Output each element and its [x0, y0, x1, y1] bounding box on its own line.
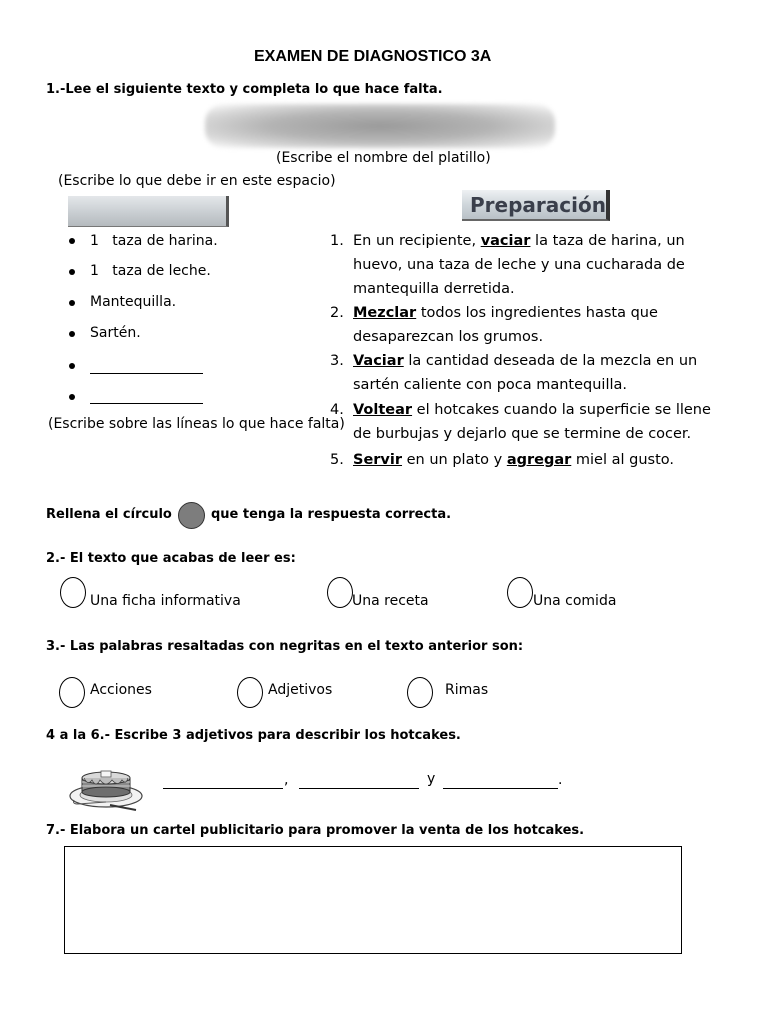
filled-circle-icon [178, 502, 205, 529]
ingredient-text: taza de harina. [112, 233, 218, 249]
bullet-icon [69, 331, 75, 337]
option-label: Rimas [445, 682, 489, 698]
adjective-blank-2[interactable] [299, 774, 419, 793]
ingredient-text: Mantequilla. [90, 294, 177, 310]
keyword-vaciar-2: Vaciar [353, 353, 404, 369]
space-note: (Escribe lo que debe ir en este espacio) [58, 173, 336, 189]
step-2-line-1: Mezclar todos los ingredientes hasta que [353, 305, 658, 321]
radio-option-acciones[interactable] [59, 677, 85, 708]
ingredient-text: taza de leche. [112, 263, 211, 279]
keyword-mezclar: Mezclar [353, 305, 417, 321]
option-label: Una ficha informativa [90, 593, 241, 609]
question-3-prompt: 3.- Las palabras resaltadas con negritas en el texto anterior son: [46, 639, 524, 654]
instruction-after: que tenga la respuesta correcta. [211, 507, 452, 522]
keyword-voltear: Voltear [353, 402, 413, 418]
option-label: Adjetivos [268, 682, 333, 698]
blurred-dish-name-field[interactable] [205, 104, 555, 148]
question-1-prompt: 1.-Lee el siguiente texto y completa lo que hace falta. [46, 82, 443, 97]
bullet-icon [69, 394, 75, 400]
step-4-line-2: de burbujas y dejarlo que se termine de cocer. [353, 426, 692, 442]
step-2-line-2: desaparezcan los grumos. [353, 329, 544, 345]
comma-separator: , [284, 772, 289, 788]
dish-name-note: (Escribe el nombre del platillo) [276, 150, 491, 166]
ingredients-title-field[interactable] [68, 196, 229, 227]
option-label: Acciones [90, 682, 152, 698]
y-separator: y [427, 771, 436, 787]
preparation-heading: Preparación [462, 190, 610, 221]
radio-option-comida[interactable] [507, 577, 533, 608]
blank-ingredient-line[interactable] [90, 389, 203, 408]
ingredient-qty: 1 [90, 263, 99, 279]
step-number: 4. [330, 402, 344, 418]
step-number: 5. [330, 452, 344, 468]
keyword-agregar: agregar [506, 452, 572, 468]
bullet-icon [69, 363, 75, 369]
option-label: Una receta [352, 593, 429, 609]
keyword-vaciar: vaciar [480, 233, 531, 249]
ingredient-item [90, 233, 218, 249]
step-1-line-3: mantequilla derretida. [353, 281, 515, 297]
step-number: 2. [330, 305, 344, 321]
hotcakes-icon [66, 756, 146, 812]
question-7-prompt: 7.- Elabora un cartel publicitario para promover la venta de los hotcakes. [46, 823, 585, 838]
question-4-6-prompt: 4 a la 6.- Escribe 3 adjetivos para describir los hotcakes. [46, 728, 461, 743]
bullet-icon [69, 269, 75, 275]
radio-option-ficha[interactable] [60, 577, 86, 608]
step-number: 3. [330, 353, 344, 369]
bullet-icon [69, 238, 75, 244]
page-title: EXAMEN DE DIAGNOSTICO 3A [254, 48, 492, 65]
lines-note: (Escribe sobre las líneas lo que hace falta) [48, 416, 345, 432]
blank-ingredient-line[interactable] [90, 359, 203, 378]
step-3-line-1: Vaciar la cantidad deseada de la mezcla en un [353, 353, 698, 369]
end-period: . [558, 772, 563, 788]
step-3-line-2: sartén caliente con poca mantequilla. [353, 377, 628, 393]
instruction-before: Rellena el círculo [46, 507, 172, 522]
step-4-line-1: Voltear el hotcakes cuando la superficie se llene [353, 402, 711, 418]
keyword-servir: Servir [353, 452, 403, 468]
poster-answer-box[interactable] [64, 846, 682, 954]
ingredient-text: Sartén. [90, 325, 141, 341]
radio-option-receta[interactable] [327, 577, 353, 608]
option-label: Una comida [533, 593, 617, 609]
radio-option-adjetivos[interactable] [237, 677, 263, 708]
adjective-blank-1[interactable] [163, 774, 283, 793]
ingredient-qty: 1 [90, 233, 99, 249]
ingredient-item [90, 263, 211, 279]
bullet-icon [69, 300, 75, 306]
radio-option-rimas[interactable] [407, 677, 433, 708]
ingredient-item [90, 325, 141, 341]
ingredient-item [90, 294, 176, 310]
step-5-line-1: Servir en un plato y agregar miel al gusto. [353, 452, 674, 468]
adjective-blank-3[interactable] [443, 774, 558, 793]
step-number: 1. [330, 233, 344, 249]
step-1-line-2: huevo, una taza de leche y una cucharada de [353, 257, 685, 273]
question-2-prompt: 2.- El texto que acabas de leer es: [46, 551, 296, 566]
step-1-line-1: En un recipiente, vaciar la taza de harina, un [353, 233, 685, 249]
